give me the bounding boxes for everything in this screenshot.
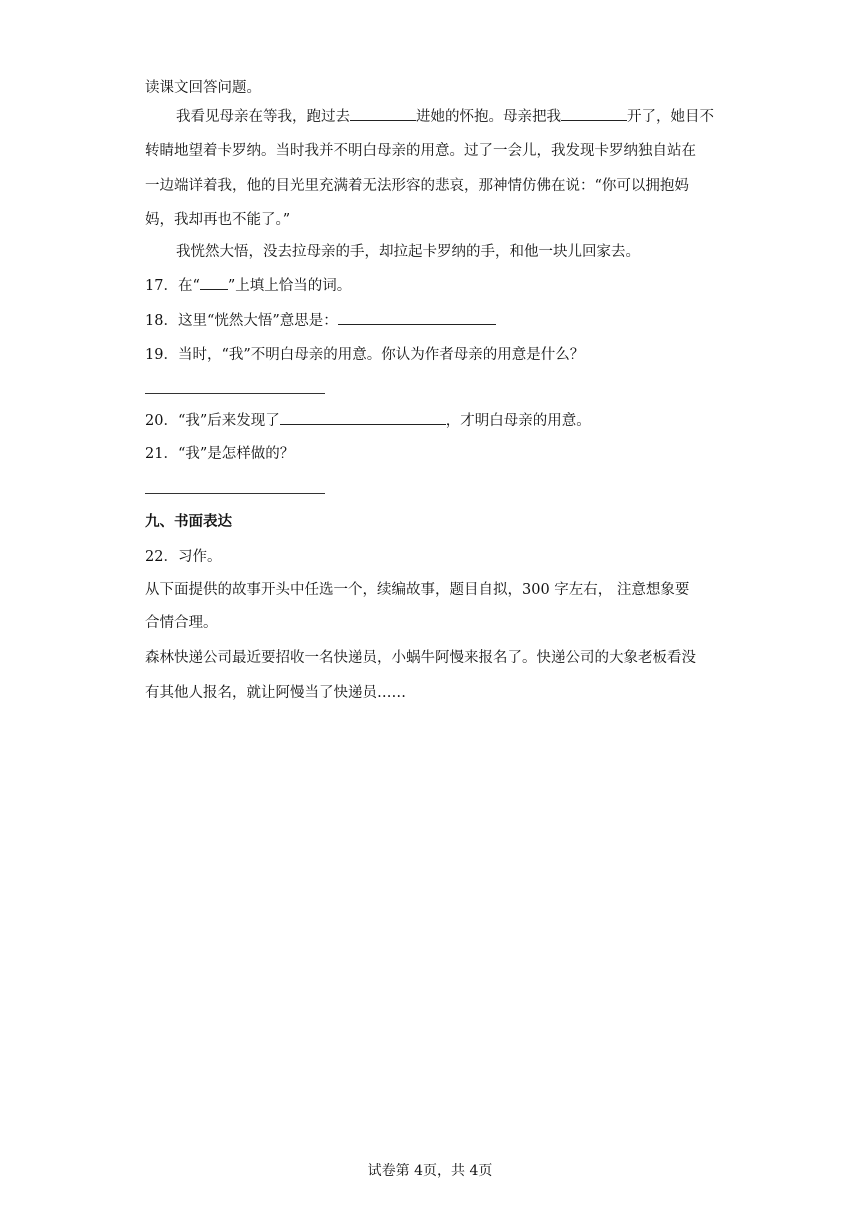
passage-text: 进她的怀抱。母亲把我 — [416, 109, 561, 125]
section-heading: 九、书面表达 — [145, 513, 232, 530]
example-blank — [200, 275, 228, 290]
passage-paragraph-2: 我恍然大悟，没去拉母亲的手，却拉起卡罗纳的手，和他一块儿回家去。 — [176, 244, 640, 260]
story-opening-line-2: 有其他人报名，就让阿慢当了快递员…… — [145, 685, 406, 701]
answer-blank-18[interactable] — [338, 310, 496, 325]
page-footer: 试卷第 4页，共 4页 — [367, 1163, 493, 1179]
question-text: ，才明白母亲的用意。 — [445, 413, 591, 429]
writing-instruction-line-1: 从下面提供的故事开头中任选一个，续编故事，题目自拟，300 字左右， 注意想象要 — [145, 582, 690, 598]
question-19: 19．当时，“我”不明白母亲的用意。你认为作者母亲的用意是什么？ — [145, 347, 585, 363]
passage-text: 我看见母亲在等我，跑过去 — [176, 109, 350, 125]
answer-line-19[interactable] — [145, 393, 325, 394]
fill-blank-1[interactable] — [350, 106, 416, 121]
reading-instruction: 读课文回答问题。 — [145, 80, 261, 96]
answer-blank-20[interactable] — [280, 410, 446, 425]
answer-line-21[interactable] — [145, 493, 325, 494]
passage-text: 开了，她目不 — [627, 109, 714, 125]
question-18 — [145, 310, 496, 331]
question-text: 18．这里“恍然大悟”意思是： — [145, 313, 338, 329]
writing-instruction-line-2: 合情合理。 — [145, 615, 218, 631]
passage-line-2: 转睛地望着卡罗纳。当时我并不明白母亲的用意。过了一会儿，我发现卡罗纳独自站在 — [145, 143, 696, 159]
question-text: ”上填上恰当的词。 — [227, 278, 352, 294]
fill-blank-2[interactable] — [561, 106, 627, 121]
question-17 — [145, 275, 351, 296]
question-21: 21．“我”是怎样做的？ — [145, 446, 295, 462]
question-text: 20．“我”后来发现了 — [145, 413, 280, 429]
story-opening-line-1: 森林快递公司最近要招收一名快递员，小蜗牛阿慢来报名了。快递公司的大象老板看没 — [145, 650, 696, 666]
passage-line-3: 一边端详着我，他的目光里充满着无法形容的悲哀，那神情仿佛在说：“你可以拥抱妈 — [145, 178, 689, 194]
passage-line-4: 妈，我却再也不能了。” — [145, 212, 291, 228]
passage-line-1 — [176, 106, 714, 127]
question-22: 22．习作。 — [145, 549, 222, 565]
question-text: 17．在“ — [145, 278, 200, 294]
question-20 — [145, 410, 591, 431]
